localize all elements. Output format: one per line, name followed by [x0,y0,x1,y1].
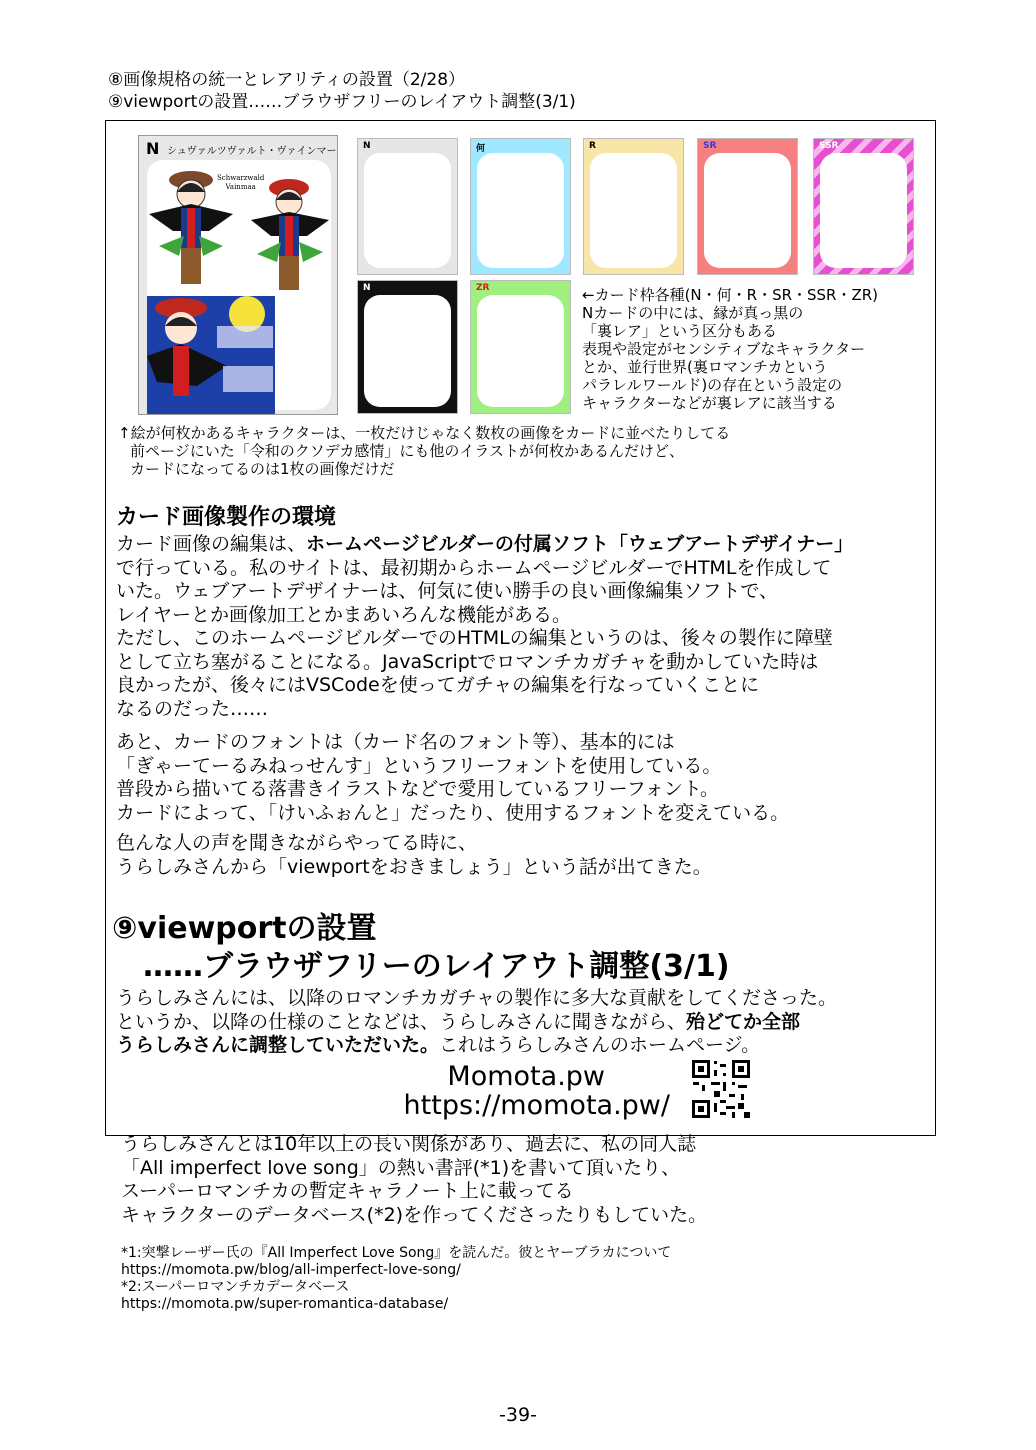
paragraph-line: あと、カードのフォントは（カード名のフォント等）、基本的には [116,731,675,753]
bold-text: 殆どてか全部 [686,1010,801,1033]
moon-character-art [147,296,275,414]
paragraph-line: 色んな人の声を聞きながらやってる時に、 [116,832,478,854]
site-name [330,1061,670,1092]
frame-card-r [583,138,684,275]
header-line-1: ⑧画像規格の統一とレアリティの設置（2/28） [108,70,466,90]
section1-paragraph-2 [116,731,789,825]
paragraph-line: 良かったが、後々にはVSCodeを使ってガチャの編集を行なっていくことに [116,674,760,696]
frame-card-nani [470,138,571,275]
text-span: というか、以降の仕様のことなどは、うらしみさんに聞きながら、 [116,1010,687,1033]
frame-label: R [589,141,596,151]
image-note-line: ↑絵が何枚かあるキャラクターは、一枚だけじゃなく数枚の画像をカードに並べたりしてる [118,424,731,442]
footnote-line: *1:突撃レーザー氏の『All Imperfect Love Song』を読んだ。彼とヤーブラカについて [121,1245,672,1261]
paragraph-line: キャラクターのデータベース(*2)を作ってくださったりもしていた。 [121,1203,708,1226]
frame-card-sr [697,138,798,275]
card-caption-line-1: Schwarzwald [217,174,265,182]
paragraph-line: として立ち塞がることになる。JavaScriptでロマンチカガチャを動かしていた時は [116,650,819,673]
frame-label: 何 [476,144,486,154]
frame-note-line: キャラクターなどが裏レアに該当する [582,394,837,412]
frame-note-line: 表現や設定がセンシティブなキャラクター [582,340,866,358]
frame-label: SSR [819,141,839,151]
paragraph-line: 普段から描いてる落書きイラストなどで愛用しているフリーフォント。 [116,778,720,800]
frame-label: N [363,283,371,293]
paragraph-line [116,1011,837,1035]
bold-text: ホームページビルダーの付属ソフト「ウェブアートデザイナー」 [306,533,854,555]
section-heading: カード画像製作の環境 [116,505,337,530]
footnotes [121,1245,671,1313]
section1-paragraph-1 [116,533,853,721]
image-note [118,424,730,478]
paragraph-line: ただし、このホームページビルダーでのHTMLの編集というのは、後々の製作に障壁 [116,627,833,649]
card-caption-line-2: Vainmaa [225,183,256,191]
footnote-link[interactable]: https://momota.pw/super-romantica-database/ [121,1296,449,1312]
frame-label: ZR [476,283,490,293]
paragraph-line: レイヤーとか画像加工とかまあいろんな機能がある。 [116,603,572,626]
site-name-text: Momota.pw [447,1061,605,1092]
text-span: これはうらしみさんのホームページ。 [439,1034,761,1056]
paragraph-line: カードによって、「けいふぉんと」だったり、使用するフォントを変えている。 [116,801,790,824]
frame-label: SR [703,141,717,151]
qr-code-icon[interactable] [690,1058,752,1120]
section2-paragraph [121,1133,707,1227]
paragraph-line: 「All imperfect love song」の熱い書評(*1)を書いて頂いたり、 [121,1156,681,1179]
night-scene-illustration [147,296,275,414]
footnote-line: *2:スーパーロマンチカデータベース [121,1279,350,1295]
footnote-link[interactable]: https://momota.pw/blog/all-imperfect-love-song/ [121,1262,461,1278]
image-note-line: カードになってるのは1枚の画像だけだ [130,460,395,478]
site-url[interactable]: https://momota.pw/ [403,1090,670,1121]
frame-note [582,286,878,412]
card-name: シュヴァルツヴァルト・ヴァインマー [167,146,337,157]
image-note-line: 前ページにいた「令和のクソデカ感情」にも他のイラストが何枚かあるんだけど、 [130,442,684,460]
section1-paragraph-3 [116,832,712,879]
paragraph-line [116,1034,837,1058]
frame-card-ssr [813,138,914,275]
paragraph-line: うらしみさんとは10年以上の長い関係があり、過去に、私の同人誌 [121,1133,697,1155]
paragraph-line: で行っている。私のサイトは、最初期からホームページビルダーでHTMLを作成して [116,556,832,579]
paragraph-line: いた。ウェブアートデザイナーは、何気に使い勝手の良い画像編集ソフトで、 [116,580,778,602]
sample-card-image [138,135,338,415]
frame-card-zr [470,280,571,414]
header-line-2: ⑨viewportの設置……ブラウザフリーのレイアウト調整(3/1) [108,92,576,112]
frame-note-line: ←カード枠各種(N・何・R・SR・SSR・ZR) [582,286,879,304]
frame-label: N [363,141,371,151]
paragraph-line: うらしみさんには、以降のロマンチカガチャの製作に多大な貢献をしてくださった。 [116,987,838,1009]
paragraph-line: なるのだった…… [116,697,269,720]
text-span: カード画像の編集は、 [116,533,307,555]
frame-note-line: 「裏レア」という区分もある [582,322,778,340]
card-rank: N [146,139,160,158]
frame-note-line: Nカードの中には、縁が真っ黒の [582,304,804,322]
bold-text: うらしみさんに調整していただいた。 [116,1034,440,1056]
frame-note-line: パラレルワールド)の存在という設定の [582,376,843,394]
paragraph-line: スーパーロマンチカの暫定キャラノート上に載ってる [121,1180,574,1202]
frame-card-ura-n [357,280,458,414]
paragraph-line: 「ぎゃーてーるみねっせんす」というフリーフォントを使用している。 [116,754,722,777]
section2-intro [116,987,837,1058]
frame-note-line: とか、並行世界(裏ロマンチカという [582,358,828,376]
section2-heading-2: ……ブラウザフリーのレイアウト調整(3/1) [143,949,730,984]
paragraph-line: うらしみさんから「viewportをおきましょう」という話が出てきた。 [116,855,712,878]
page-number: -39- [499,1404,537,1426]
frame-card-n [357,138,458,275]
section2-heading-1: ⑨viewportの設置 [112,911,377,946]
paragraph-line [116,533,853,557]
